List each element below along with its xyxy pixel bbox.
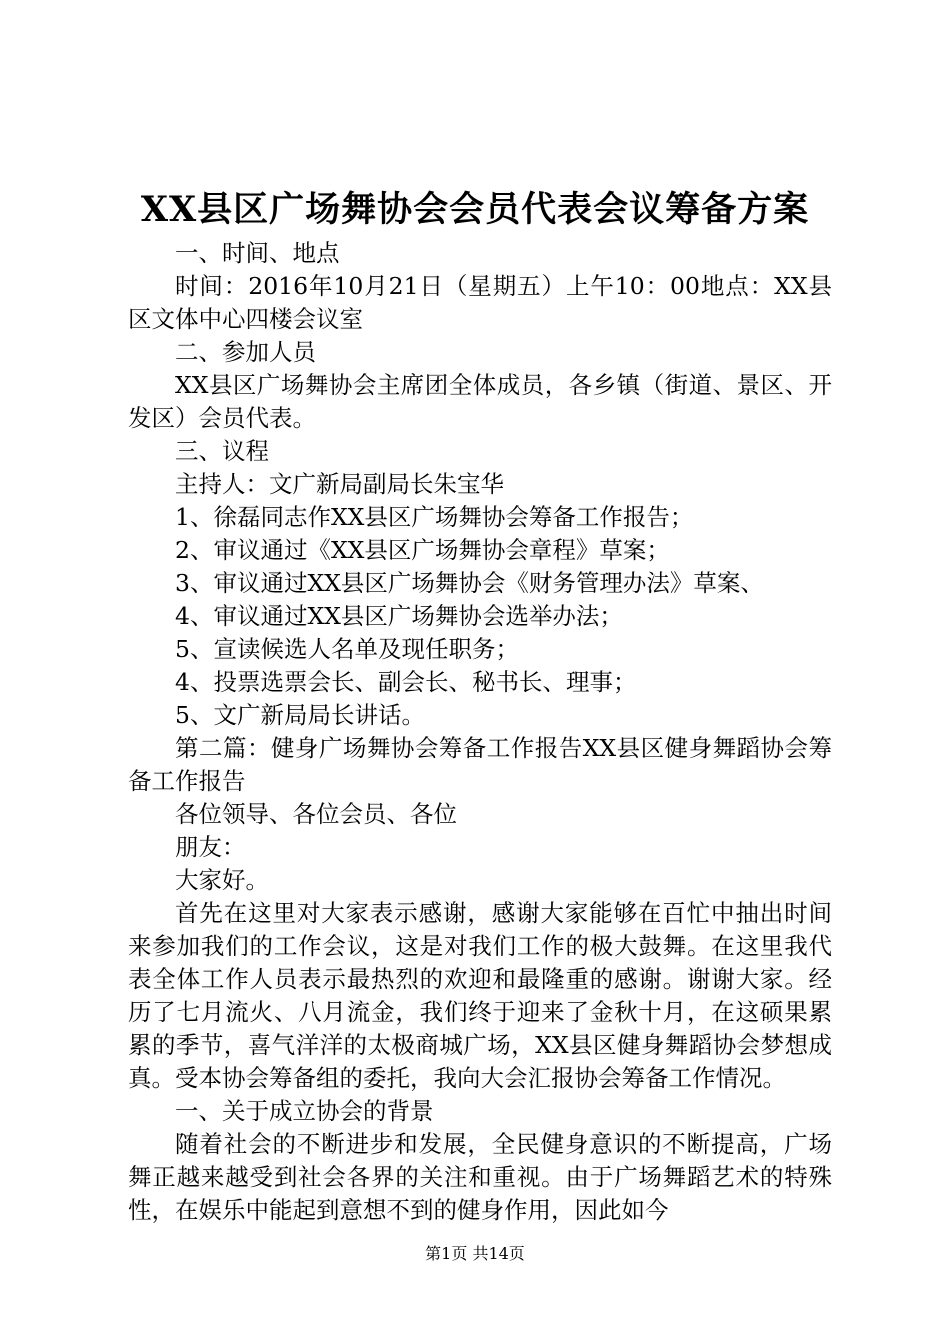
paragraph: 一、关于成立协会的背景 — [175, 1097, 434, 1125]
paragraph: 随着社会的不断进步和发展，全民健身意识的不断提高，广场舞正越来越受到社会各界的关注和重视。由于广场舞蹈艺术的特殊性，在娱乐中能起到意想不到的健身作用，因此如今 — [128, 1130, 832, 1224]
paragraph: 一、时间、地点 — [175, 239, 340, 267]
paragraph: 时间：2016年10月21日（星期五）上午10：00地点：XX县区文体中心四楼会议室 — [128, 272, 832, 333]
paragraph: 大家好。 — [175, 866, 269, 894]
paragraph: 5、宣读候选人名单及现任职务； — [175, 635, 519, 663]
paragraph: 3、审议通过XX县区广场舞协会《财务管理办法》草案、 — [175, 569, 764, 597]
paragraph: 二、参加人员 — [175, 338, 316, 366]
paragraph: 第二篇：健身广场舞协会筹备工作报告XX县区健身舞蹈协会筹备工作报告 — [128, 734, 832, 795]
document-title: XX县区广场舞协会会员代表会议筹备方案 — [140, 189, 810, 230]
paragraph: 三、议程 — [175, 437, 269, 465]
paragraph: 4、投票选票会长、副会长、秘书长、理事； — [175, 668, 637, 696]
paragraph: 1、徐磊同志作XX县区广场舞协会筹备工作报告； — [175, 503, 694, 531]
paragraph: 各位领导、各位会员、各位 — [175, 800, 457, 828]
paragraph: 朋友： — [175, 833, 246, 861]
paragraph: 5、文广新局局长讲话。 — [175, 701, 425, 729]
paragraph: 4、审议通过XX县区广场舞协会选举办法； — [175, 602, 623, 630]
paragraph: 主持人：文广新局副局长朱宝华 — [175, 470, 504, 498]
paragraph: 2、审议通过《XX县区广场舞协会章程》草案； — [175, 536, 670, 564]
document-body — [128, 237, 832, 1227]
page-number-footer: 第1页 共14页 — [425, 1244, 525, 1263]
paragraph: XX县区广场舞协会主席团全体成员，各乡镇（街道、景区、开发区）会员代表。 — [128, 371, 832, 432]
paragraph: 首先在这里对大家表示感谢，感谢大家能够在百忙中抽出时间来参加我们的工作会议，这是对我们工作的极大鼓舞。在这里我代表全体工作人员表示最热烈的欢迎和最隆重的感谢。谢谢大家。经历了七月流火、八月流金，我们终于迎来了金秋十月，在这硕果累累的季节，喜气洋洋的太极商城广场，XX县区健身舞蹈协会梦想成真。受本协会筹备组的委托，我向大会汇报协会筹备工作情况。 — [128, 899, 832, 1092]
